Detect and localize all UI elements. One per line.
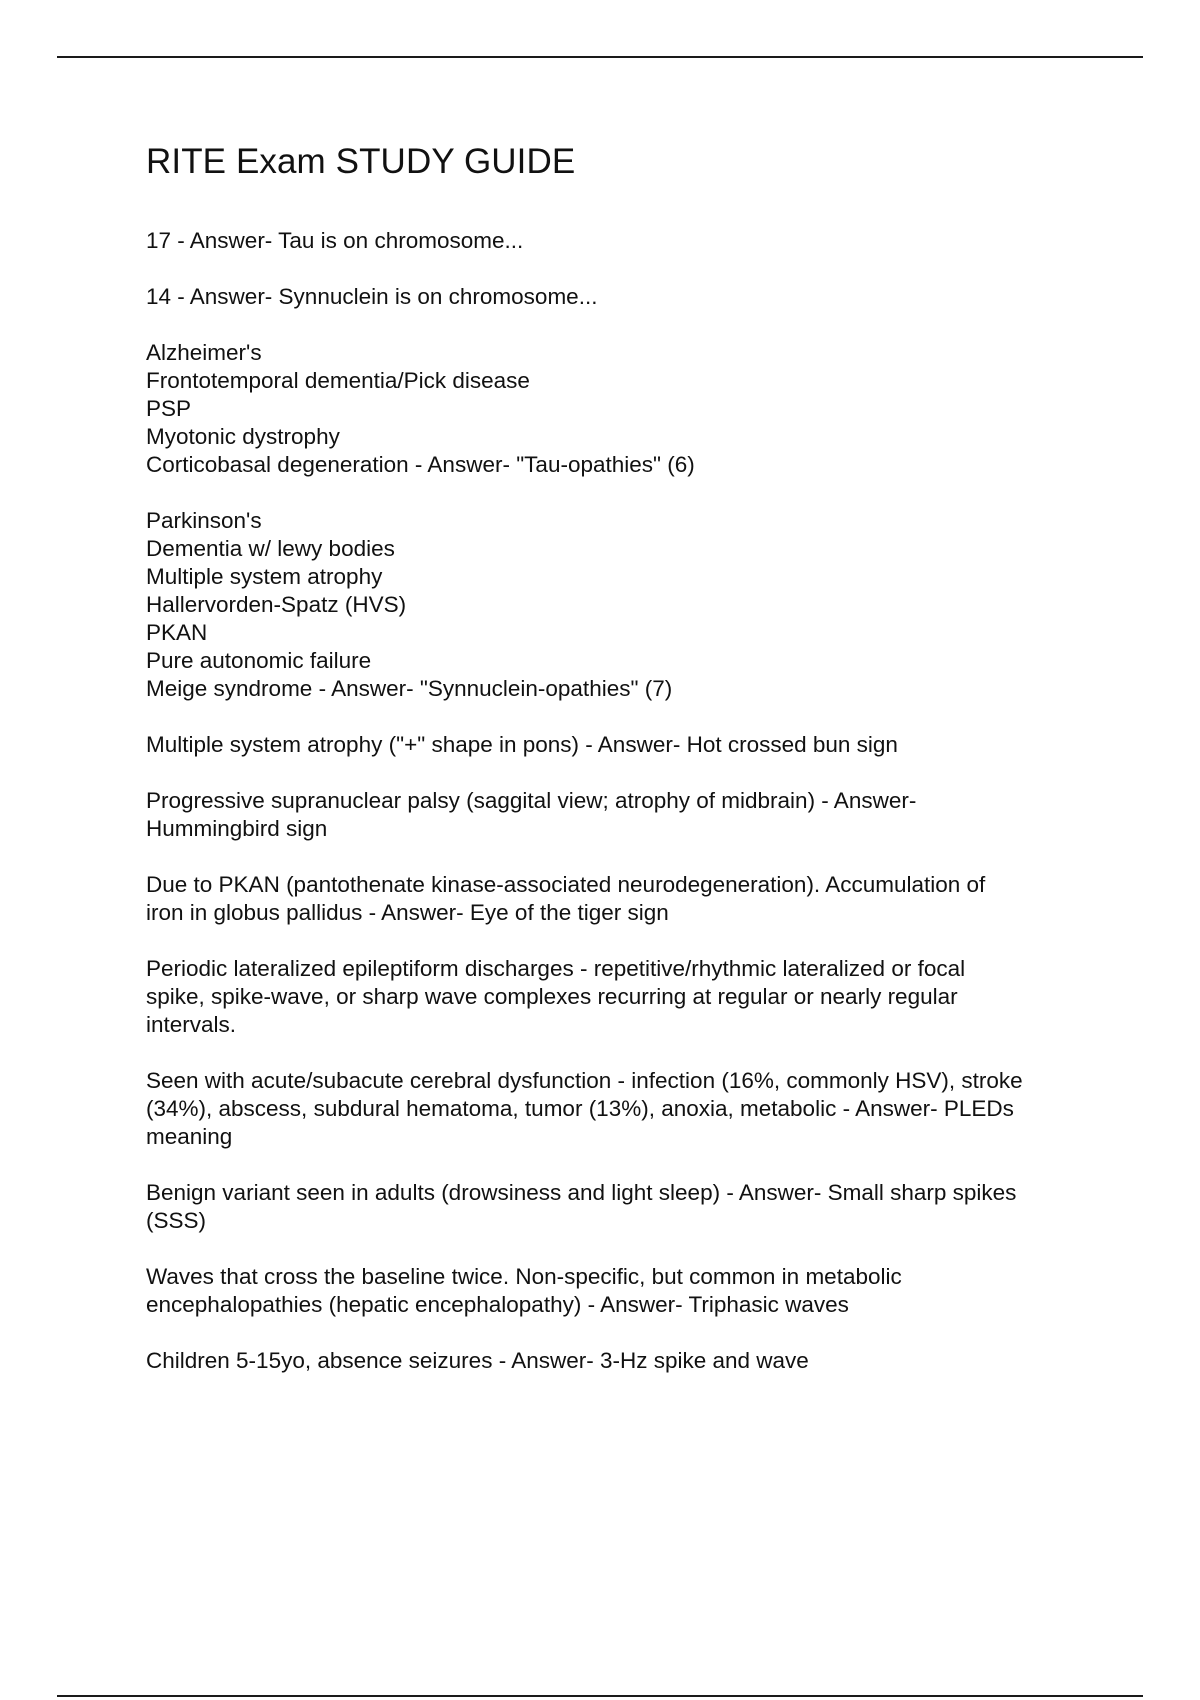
entry-line: Hummingbird sign	[146, 816, 328, 841]
entry-line: Multiple system atrophy	[146, 564, 383, 589]
page-title: RITE Exam STUDY GUIDE	[146, 142, 576, 181]
entry-line: Dementia w/ lewy bodies	[146, 536, 395, 561]
entry-line: Myotonic dystrophy	[146, 424, 340, 449]
study-entry	[146, 1263, 1096, 1319]
document-page	[146, 140, 1096, 1403]
entry-line: Corticobasal degeneration - Answer- "Tau-opathies" (6)	[146, 452, 695, 477]
study-entry	[146, 731, 1096, 759]
study-entry	[146, 283, 1096, 311]
entry-line: Hallervorden-Spatz (HVS)	[146, 592, 407, 617]
study-entry	[146, 955, 1096, 1039]
entry-line: PSP	[146, 396, 192, 421]
entry-line: PKAN	[146, 620, 208, 645]
entry-line: 14 - Answer- Synnuclein is on chromosome...	[146, 284, 598, 309]
bottom-divider	[57, 1695, 1143, 1697]
entry-line: Due to PKAN (pantothenate kinase-associated neurodegeneration). Accumulation of	[146, 872, 986, 897]
entry-line: Periodic lateralized epileptiform discharges - repetitive/rhythmic lateralized or focal	[146, 956, 966, 981]
study-entry	[146, 507, 1096, 703]
entry-line: meaning	[146, 1124, 233, 1149]
study-entry	[146, 871, 1096, 927]
study-entry	[146, 339, 1096, 479]
entry-line: Benign variant seen in adults (drowsiness and light sleep) - Answer- Small sharp spikes	[146, 1180, 1017, 1205]
entry-line: 17 - Answer- Tau is on chromosome...	[146, 228, 524, 253]
entry-line: Meige syndrome - Answer- "Synnuclein-opathies" (7)	[146, 676, 673, 701]
study-entry	[146, 1067, 1096, 1151]
entry-line: Parkinson's	[146, 508, 262, 533]
entry-line: (SSS)	[146, 1208, 207, 1233]
study-entry	[146, 1179, 1096, 1235]
entry-line: spike, spike-wave, or sharp wave complexes recurring at regular or nearly regular	[146, 984, 958, 1009]
entry-line: Progressive supranuclear palsy (saggital view; atrophy of midbrain) - Answer-	[146, 788, 917, 813]
entry-line: Seen with acute/subacute cerebral dysfunction - infection (16%, commonly HSV), stroke	[146, 1068, 1023, 1093]
entry-line: Children 5-15yo, absence seizures - Answer- 3-Hz spike and wave	[146, 1348, 809, 1373]
study-entry	[146, 227, 1096, 255]
entry-line: intervals.	[146, 1012, 237, 1037]
entry-line: Waves that cross the baseline twice. Non-specific, but common in metabolic	[146, 1264, 902, 1289]
entry-line: iron in globus pallidus - Answer- Eye of the tiger sign	[146, 900, 669, 925]
entry-line: Alzheimer's	[146, 340, 262, 365]
entry-line: Multiple system atrophy ("+" shape in pons) - Answer- Hot crossed bun sign	[146, 732, 898, 757]
entry-line: encephalopathies (hepatic encephalopathy) - Answer- Triphasic waves	[146, 1292, 849, 1317]
top-divider	[57, 56, 1143, 58]
study-entry	[146, 787, 1096, 843]
study-entry	[146, 1347, 1096, 1375]
entry-line: Pure autonomic failure	[146, 648, 372, 673]
entry-line: (34%), abscess, subdural hematoma, tumor (13%), anoxia, metabolic - Answer- PLEDs	[146, 1096, 1014, 1121]
study-entries	[146, 227, 1096, 1375]
entry-line: Frontotemporal dementia/Pick disease	[146, 368, 530, 393]
